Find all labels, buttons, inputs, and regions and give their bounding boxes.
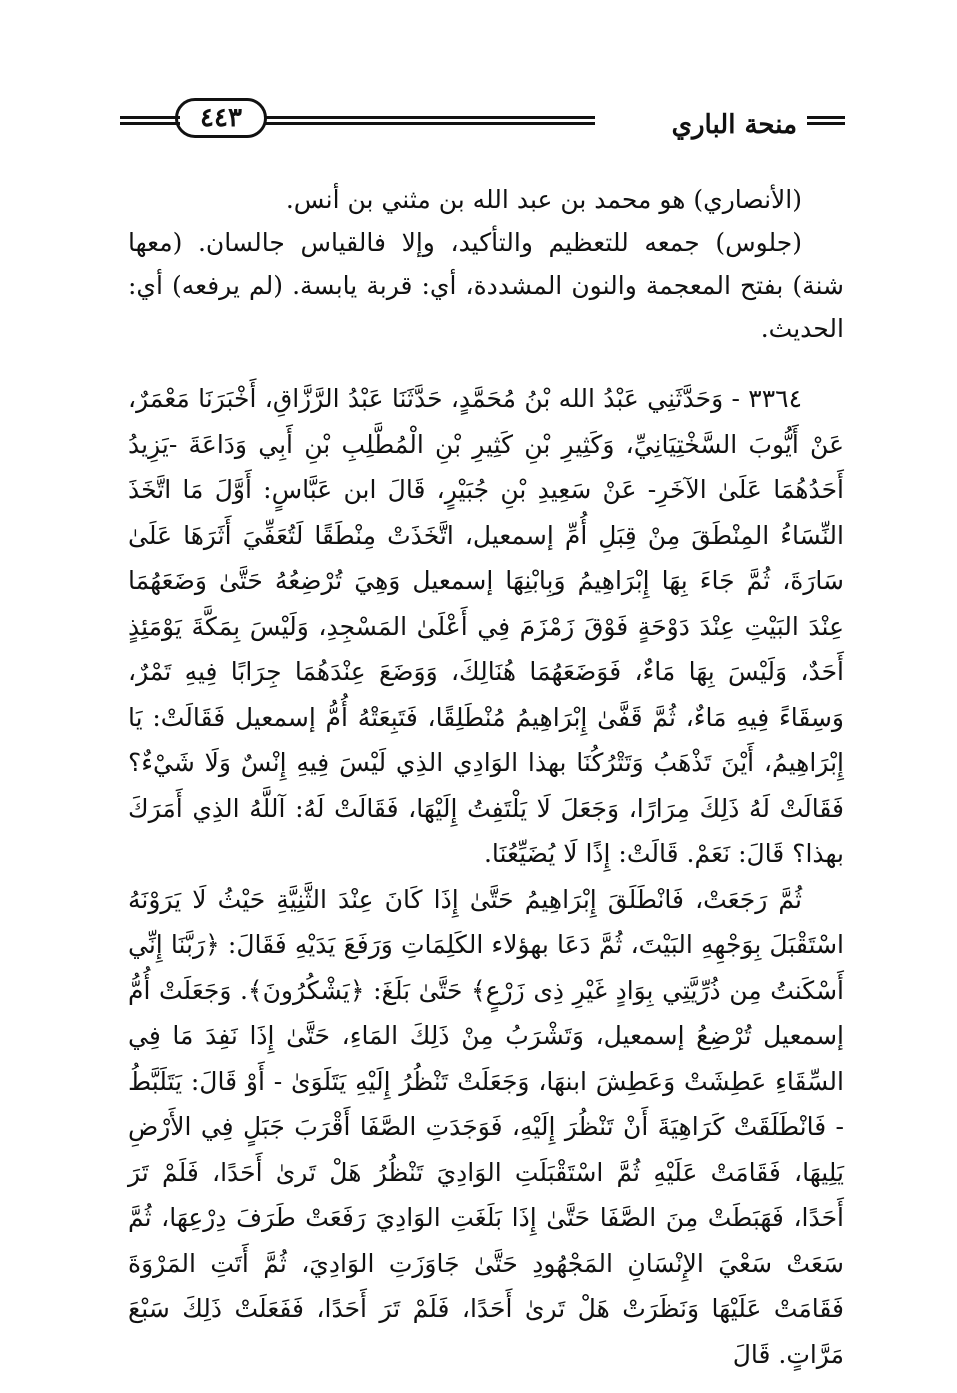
commentary-paragraph: (جلوس) جمعه للتعظيم والتأكيد، وإلا فالقياس جالسان. (معها شنة) بفتح المعجمة والنون المشددة، أي: قربة يابسة. (لم يرفعه) أي: الحديث.	[128, 228, 844, 343]
header-rule-middle	[265, 116, 595, 125]
hadith-paragraph: ثُمَّ رَجَعَتْ، فَانْطَلَقَ إِبْرَاهِيمُ حَتَّىٰ إِذَا كَانَ عِنْدَ الثَّنِيَّةِ حَيْثُ لَا يَرَوْنَهُ اسْتَقْبَلَ بِوَجْهِهِ البَيْتَ، ثُمَّ دَعَا بهؤلاء الكَلِمَاتِ وَرَفَعَ يَدَيْهِ فَقَالَ: ﴿رَبَّنَا إِنِّي أَسْكَنتُ مِن ذُرِّيَّتِي بِوَادٍ غَيْرِ ذِى زَرْعٍ﴾ حَتَّىٰ بَلَغَ: ﴿يَشْكُرُونَ﴾. وَجَعَلَتْ أُمُّ إسمعيل تُرْضِعُ إسمعيل، وَتَشْرَبُ مِنْ ذَلِكَ المَاءِ، حَتَّىٰ إِذَا نَفِدَ مَا فِي السِّقَاءِ عَطِشَتْ وَعَطِشَ ابنهَا، وَجَعَلَتْ تَنْظُرُ إِلَيْهِ يَتَلَوَىٰ - أَوْ قَالَ: يَتَلَبَّطُ - فَانْطَلَقَتْ كَرَاهِيَةَ أَنْ تَنْظُرَ إِلَيْهِ، فَوَجَدَتِ الصَّفَا أَقْرَبَ جَبَلٍ فِي الأَرْضِ يَلِيهَا، فَقَامَتْ عَلَيْهِ ثُمَّ اسْتَقْبَلَتِ الوَادِيَ تَنْظُرُ هَلْ تَرىٰ أَحَدًا، فَلَمْ تَرَ أَحَدًا، فَهَبَطَتْ مِنَ الصَّفَا حَتَّىٰ إِذَا بَلَغَتِ الوَادِيَ رَفَعَتْ طَرَفَ دِرْعِهَا، ثُمَّ سَعَتْ سَعْيَ الإِنْسَانِ المَجْهُودِ حَتَّىٰ جَاوَزَتِ الوَادِيَ، ثُمَّ أَتَتِ المَرْوَةَ فَقَامَتْ عَلَيْهَا وَنَظَرَتْ هَلْ تَرىٰ أَحَدًا، فَلَمْ تَرَ أَحَدًا، فَفَعَلَتْ ذَلِكَ سَبْعَ مَرَّاتٍ. قَالَ	[128, 884, 844, 1369]
page-header	[120, 96, 845, 152]
page-number: ٤٤٣	[175, 98, 267, 138]
page-content	[128, 178, 844, 1377]
hadith-section	[128, 376, 844, 1377]
commentary-paragraph: (الأنصاري) هو محمد بن عبد الله بن مثني بن أنس.	[285, 185, 802, 214]
header-rule-right	[807, 116, 845, 125]
header-rule-left	[120, 116, 180, 125]
commentary-section	[128, 178, 844, 350]
book-title: منحة الباري	[671, 110, 797, 140]
hadith-paragraph: ٣٣٦٤ - وَحَدَّثَنِي عَبْدُ الله بْنُ مُحَمَّدٍ، حَدَّثَنَا عَبْدُ الرَّزَّاقِ، أَخْبَرَنَا مَعْمَرٌ، عَنْ أَيُّوبَ السَّخْتِيَانِيِّ، وَكَثِيرِ بْنِ كَثِيرِ بْنِ الْمُطَّلِبِ بْنِ أَبِي وَدَاعَةَ -يَزِيدُ أَحَدُهُمَا عَلَىٰ الآخَرِ- عَنْ سَعِيدِ بْنِ جُبَيْرٍ، قَالَ ابن عَبَّاسٍ: أَوَّلَ مَا اتَّخَذَ النِّسَاءُ المِنْطَقَ مِنْ قِبَلِ أُمِّ إسمعيل، اتَّخَذَتْ مِنْطَقًا لَتُعَفِّيَ أَثَرَهَا عَلَىٰ سَارَةَ، ثُمَّ جَاءَ بِهَا إِبْرَاهِيمُ وَبِابْنِهَا إسمعيل وَهِيَ تُرْضِعُهُ حَتَّىٰ وَضَعَهُمَا عِنْدَ البَيْتِ عِنْدَ دَوْحَةٍ فَوْقَ زَمْزَمَ فِي أَعْلَىٰ المَسْجِدِ، وَلَيْسَ بِمَكَّةَ يَوْمَئِذٍ أَحَدٌ، وَلَيْسَ بِهَا مَاءٌ، فَوَضَعَهُمَا هُنَالِكَ، وَوَضَعَ عِنْدَهُمَا جِرَابًا فِيهِ تَمْرٌ، وَسِقَاءً فِيهِ مَاءٌ، ثُمَّ قَفَّىٰ إِبْرَاهِيمُ مُنْطَلِقًا، فَتَبِعَتْهُ أُمُّ إسمعيل فَقَالَتْ: يَا إِبْرَاهِيمُ، أَيْنَ تَذْهَبُ وَتَتْرُكُنَا بهذا الوَادِي الذِي لَيْسَ فِيهِ إِنْسٌ وَلَا شَيْءٌ؟ فَقَالَتْ لَهُ ذَلِكَ مِرَارًا، وَجَعَلَ لَا يَلْتَفِتُ إِلَيْهَا، فَقَالَتْ لَهُ: آللَّهُ الذِي أَمَرَكَ بهذا؟ قَالَ: نَعَمْ. قَالَتْ: إِذًا لَا يُضَيِّعُنَا.	[128, 384, 844, 868]
